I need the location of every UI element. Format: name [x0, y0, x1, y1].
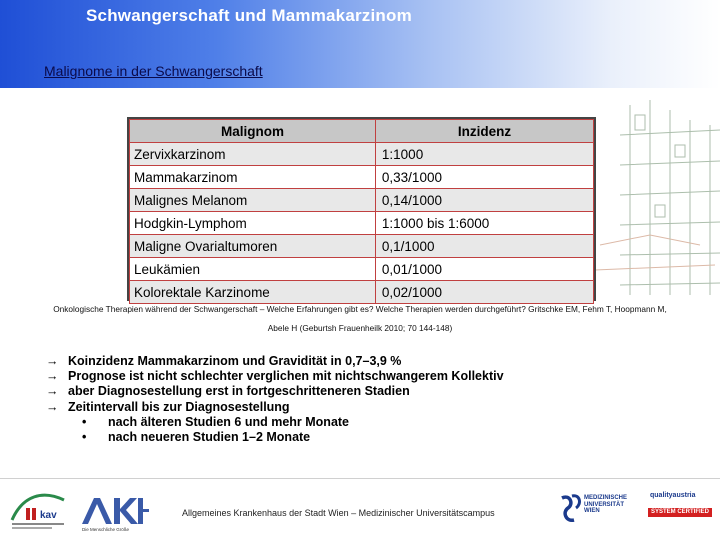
arrow-right-icon: → [46, 354, 59, 368]
sub-list-item [46, 430, 504, 445]
list-item-text: aber Diagnosestellung erst in fortgeschritteneren Stadien [68, 384, 410, 399]
table-header-row [130, 120, 594, 143]
akh-tagline: Die Menschliche Größe [82, 527, 130, 532]
key-points-list [46, 354, 504, 445]
list-item [46, 384, 504, 399]
list-item-text: Zeitintervall bis zur Diagnosestellung [68, 399, 290, 414]
footer-campus-text: Allgemeines Krankenhaus der Stadt Wien – Medizinischer Universitätscampus [182, 508, 495, 518]
citation-line-1: Onkologische Therapien während der Schwangerschaft – Welche Erfahrungen gibt es? Welche Therapien werden durchgeführt? Gritschke EM, Fehm T, Hoopmann M, [53, 304, 667, 314]
source-citation [20, 300, 700, 338]
table-row [130, 143, 594, 166]
cell-malignom: Zervixkarzinom [130, 143, 376, 166]
list-item [46, 369, 504, 384]
table-row [130, 235, 594, 258]
cell-inzidenz: 0,33/1000 [375, 166, 593, 189]
cell-inzidenz: 0,02/1000 [375, 281, 593, 304]
table-row [130, 189, 594, 212]
arrow-right-icon: → [46, 399, 59, 414]
footer-divider [0, 478, 720, 479]
akh-logo [80, 492, 150, 532]
cell-inzidenz: 1:1000 bis 1:6000 [375, 212, 593, 235]
cell-inzidenz: 1:1000 [375, 143, 593, 166]
table-row [130, 166, 594, 189]
sub-list-item [46, 415, 504, 430]
table-row [130, 212, 594, 235]
column-header-malignom: Malignom [130, 120, 376, 143]
cell-malignom: Malignes Melanom [130, 189, 376, 212]
system-certified-badge: SYSTEM CERTIFIED [648, 508, 712, 517]
list-item [46, 354, 504, 369]
list-item [46, 400, 504, 415]
building-sketch-illustration [590, 95, 720, 305]
section-subtitle: Malignome in der Schwangerschaft [44, 63, 263, 79]
medical-university-name: MEDIZINISCHE UNIVERSITÄT WIEN [584, 495, 628, 514]
arrow-right-icon: → [46, 369, 59, 384]
svg-text:kav: kav [40, 510, 57, 521]
sub-list-item-text: nach neueren Studien 1–2 Monate [108, 430, 311, 445]
list-item-text: Koinzidenz Mammakarzinom und Gravidität in 0,7–3,9 % [68, 354, 402, 368]
cell-malignom: Maligne Ovarialtumoren [130, 235, 376, 258]
cell-malignom: Kolorektale Karzinome [130, 281, 376, 304]
malignancy-table-frame [127, 117, 596, 301]
column-header-inzidenz: Inzidenz [375, 120, 593, 143]
page-title: Schwangerschaft und Mammakarzinom [86, 6, 412, 25]
cell-malignom: Leukämien [130, 258, 376, 281]
list-item-text: Prognose ist nicht schlechter verglichen mit nichtschwangerem Kollektiv [68, 369, 504, 384]
quality-austria-name: qualityaustria [650, 492, 696, 499]
cell-malignom: Mammakarzinom [130, 166, 376, 189]
cell-inzidenz: 0,14/1000 [375, 189, 593, 212]
cell-inzidenz: 0,1/1000 [375, 235, 593, 258]
sub-list-item-text: nach älteren Studien 6 und mehr Monate [108, 414, 350, 429]
bullet-dot-icon: • [82, 414, 87, 429]
cell-inzidenz: 0,01/1000 [375, 258, 593, 281]
kav-logo [8, 490, 68, 534]
citation-line-2: Abele H (Geburtsh Frauenheilk 2010; 70 144-148) [267, 323, 453, 333]
cell-malignom: Hodgkin-Lymphom [130, 212, 376, 235]
arrow-right-icon: → [46, 384, 59, 399]
malignancy-incidence-table [129, 119, 594, 304]
bullet-dot-icon: • [82, 430, 87, 445]
table-row [130, 258, 594, 281]
